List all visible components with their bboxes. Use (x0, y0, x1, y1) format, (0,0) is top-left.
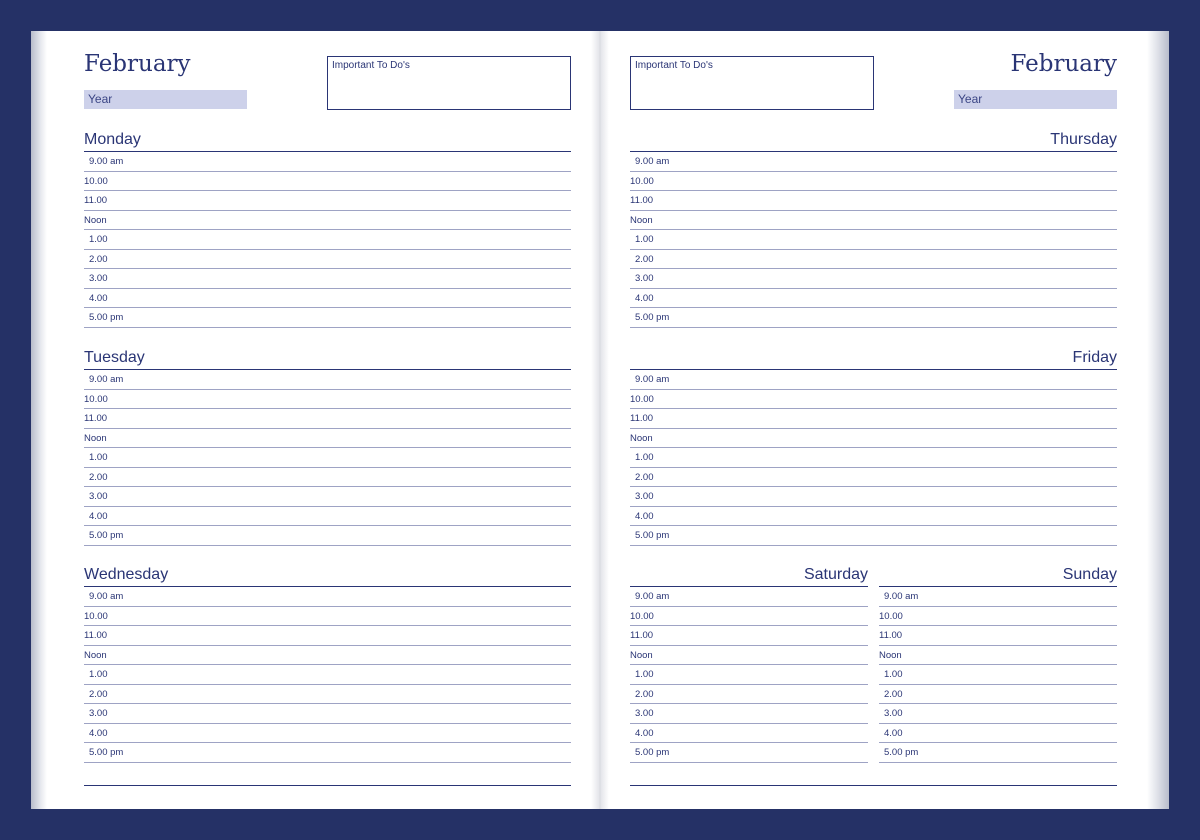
time-slot-row[interactable] (879, 704, 1117, 724)
time-slot-row[interactable] (630, 646, 868, 666)
time-slot-list (84, 587, 571, 763)
time-slot-label: 3.00 (89, 708, 108, 719)
time-slot-row[interactable] (630, 587, 868, 607)
time-slot-row[interactable] (84, 685, 571, 705)
left-page (31, 31, 600, 809)
time-slot-row[interactable] (84, 211, 571, 231)
right-page (600, 31, 1169, 809)
time-slot-label: 1.00 (635, 234, 654, 245)
month-title: February (1010, 51, 1117, 77)
time-slot-label: 3.00 (884, 708, 903, 719)
time-slot-row[interactable] (630, 468, 1117, 488)
time-slot-row[interactable] (879, 626, 1117, 646)
time-slot-label: Noon (84, 432, 107, 444)
time-slot-row[interactable] (84, 665, 571, 685)
time-slot-label: 11.00 (84, 413, 108, 424)
time-slot-row[interactable] (630, 507, 1117, 527)
time-slot-label: Noon (630, 214, 653, 226)
time-slot-row[interactable] (84, 526, 571, 546)
time-slot-label: 4.00 (884, 727, 903, 739)
time-slot-row[interactable] (84, 704, 571, 724)
time-slot-label: 3.00 (89, 491, 108, 502)
time-slot-row[interactable] (879, 724, 1117, 744)
time-slot-label: 4.00 (89, 510, 108, 522)
time-slot-row[interactable] (630, 370, 1117, 390)
day-sunday (879, 564, 1117, 763)
time-slot-row[interactable] (84, 308, 571, 328)
page-end-rule (84, 785, 571, 786)
time-slot-label: 1.00 (89, 234, 108, 245)
time-slot-list (630, 370, 1117, 546)
year-field[interactable]: Year (954, 90, 1117, 109)
month-title: February (84, 51, 191, 77)
time-slot-row[interactable] (84, 724, 571, 744)
time-slot-label: 9.00 am (635, 591, 670, 602)
year-field[interactable]: Year (84, 90, 247, 109)
time-slot-label: 3.00 (635, 491, 654, 502)
time-slot-row[interactable] (84, 172, 571, 192)
day-title: Wednesday (84, 564, 571, 587)
time-slot-row[interactable] (630, 665, 868, 685)
time-slot-label: 2.00 (89, 688, 108, 700)
time-slot-row[interactable] (84, 152, 571, 172)
time-slot-label: 1.00 (89, 669, 108, 680)
day-title: Sunday (879, 564, 1117, 587)
time-slot-label: 9.00 am (884, 591, 919, 602)
time-slot-row[interactable] (630, 704, 868, 724)
day-tuesday (84, 347, 571, 546)
time-slot-label: 10.00 (879, 610, 903, 622)
time-slot-row[interactable] (84, 409, 571, 429)
todo-label: Important To Do's (635, 60, 713, 71)
time-slot-row[interactable] (630, 269, 1117, 289)
time-slot-row[interactable] (630, 390, 1117, 410)
time-slot-label: 9.00 am (89, 374, 124, 385)
time-slot-row[interactable] (84, 646, 571, 666)
time-slot-label: 5.00 pm (635, 747, 670, 758)
day-thursday (630, 129, 1117, 328)
time-slot-row[interactable] (84, 607, 571, 627)
time-slot-row[interactable] (879, 685, 1117, 705)
time-slot-label: 4.00 (89, 727, 108, 739)
time-slot-row[interactable] (630, 289, 1117, 309)
todo-label: Important To Do's (332, 60, 410, 71)
time-slot-label: 4.00 (635, 510, 654, 522)
time-slot-list (630, 152, 1117, 328)
day-title: Thursday (630, 129, 1117, 152)
time-slot-label: 3.00 (635, 273, 654, 284)
time-slot-list (84, 370, 571, 546)
time-slot-label: Noon (630, 432, 653, 444)
time-slot-label: 11.00 (630, 413, 654, 424)
time-slot-row[interactable] (630, 172, 1117, 192)
important-todo-box[interactable] (327, 56, 571, 110)
time-slot-label: 10.00 (84, 175, 108, 187)
time-slot-row[interactable] (879, 646, 1117, 666)
time-slot-label: 9.00 am (635, 374, 670, 385)
time-slot-label: 11.00 (84, 630, 108, 641)
time-slot-row[interactable] (630, 607, 868, 627)
time-slot-row[interactable] (84, 626, 571, 646)
day-title: Monday (84, 129, 571, 152)
time-slot-label: 2.00 (635, 688, 654, 700)
time-slot-row[interactable] (84, 289, 571, 309)
time-slot-row[interactable] (630, 724, 868, 744)
time-slot-label: 9.00 am (89, 591, 124, 602)
time-slot-label: 5.00 pm (884, 747, 919, 758)
time-slot-label: 1.00 (635, 452, 654, 463)
time-slot-row[interactable] (84, 370, 571, 390)
time-slot-row[interactable] (879, 743, 1117, 763)
time-slot-label: 3.00 (635, 708, 654, 719)
time-slot-row[interactable] (630, 211, 1117, 231)
time-slot-row[interactable] (630, 409, 1117, 429)
time-slot-label: 5.00 pm (635, 530, 670, 541)
page-end-rule (630, 785, 1117, 786)
time-slot-row[interactable] (630, 487, 1117, 507)
time-slot-list (84, 152, 571, 328)
time-slot-label: Noon (630, 649, 653, 661)
time-slot-row[interactable] (879, 587, 1117, 607)
time-slot-list (879, 587, 1117, 763)
time-slot-row[interactable] (84, 507, 571, 527)
time-slot-row[interactable] (84, 487, 571, 507)
day-saturday (630, 564, 868, 763)
time-slot-row[interactable] (84, 269, 571, 289)
time-slot-row[interactable] (84, 250, 571, 270)
time-slot-label: 1.00 (884, 669, 903, 680)
time-slot-row[interactable] (630, 230, 1117, 250)
day-title: Saturday (630, 564, 868, 587)
time-slot-label: 5.00 pm (89, 747, 124, 758)
day-wednesday (84, 564, 571, 763)
time-slot-row[interactable] (84, 429, 571, 449)
time-slot-label: 11.00 (84, 195, 108, 206)
day-friday (630, 347, 1117, 546)
time-slot-row[interactable] (630, 743, 868, 763)
time-slot-label: 9.00 am (635, 156, 670, 167)
time-slot-label: 1.00 (89, 452, 108, 463)
time-slot-row[interactable] (84, 587, 571, 607)
time-slot-label: 1.00 (635, 669, 654, 680)
important-todo-box[interactable] (630, 56, 874, 110)
time-slot-row[interactable] (84, 468, 571, 488)
time-slot-label: 5.00 pm (89, 530, 124, 541)
time-slot-row[interactable] (84, 448, 571, 468)
time-slot-label: 10.00 (630, 393, 654, 405)
time-slot-label: 9.00 am (89, 156, 124, 167)
time-slot-list (630, 587, 868, 763)
time-slot-row[interactable] (630, 191, 1117, 211)
time-slot-label: Noon (84, 214, 107, 226)
time-slot-row[interactable] (84, 191, 571, 211)
time-slot-row[interactable] (630, 152, 1117, 172)
time-slot-label: 4.00 (635, 292, 654, 304)
time-slot-row[interactable] (630, 626, 868, 646)
diary-spread (31, 31, 1169, 809)
time-slot-label: 4.00 (635, 727, 654, 739)
time-slot-label: 2.00 (89, 471, 108, 483)
time-slot-label: 5.00 pm (89, 312, 124, 323)
time-slot-label: 5.00 pm (635, 312, 670, 323)
time-slot-label: 2.00 (635, 471, 654, 483)
time-slot-row[interactable] (630, 448, 1117, 468)
time-slot-label: 11.00 (879, 630, 903, 641)
time-slot-label: 2.00 (884, 688, 903, 700)
time-slot-row[interactable] (84, 230, 571, 250)
time-slot-row[interactable] (84, 743, 571, 763)
day-title: Tuesday (84, 347, 571, 370)
time-slot-label: 2.00 (89, 253, 108, 265)
time-slot-label: 10.00 (630, 175, 654, 187)
time-slot-label: 10.00 (84, 393, 108, 405)
time-slot-row[interactable] (630, 526, 1117, 546)
time-slot-label: Noon (84, 649, 107, 661)
day-monday (84, 129, 571, 328)
time-slot-row[interactable] (879, 665, 1117, 685)
time-slot-label: 10.00 (84, 610, 108, 622)
time-slot-row[interactable] (84, 390, 571, 410)
time-slot-label: 11.00 (630, 195, 654, 206)
time-slot-row[interactable] (630, 308, 1117, 328)
time-slot-row[interactable] (630, 250, 1117, 270)
time-slot-label: 11.00 (630, 630, 654, 641)
time-slot-label: Noon (879, 649, 902, 661)
time-slot-row[interactable] (630, 685, 868, 705)
time-slot-row[interactable] (630, 429, 1117, 449)
time-slot-label: 4.00 (89, 292, 108, 304)
time-slot-label: 3.00 (89, 273, 108, 284)
time-slot-row[interactable] (879, 607, 1117, 627)
time-slot-label: 2.00 (635, 253, 654, 265)
day-title: Friday (630, 347, 1117, 370)
time-slot-label: 10.00 (630, 610, 654, 622)
